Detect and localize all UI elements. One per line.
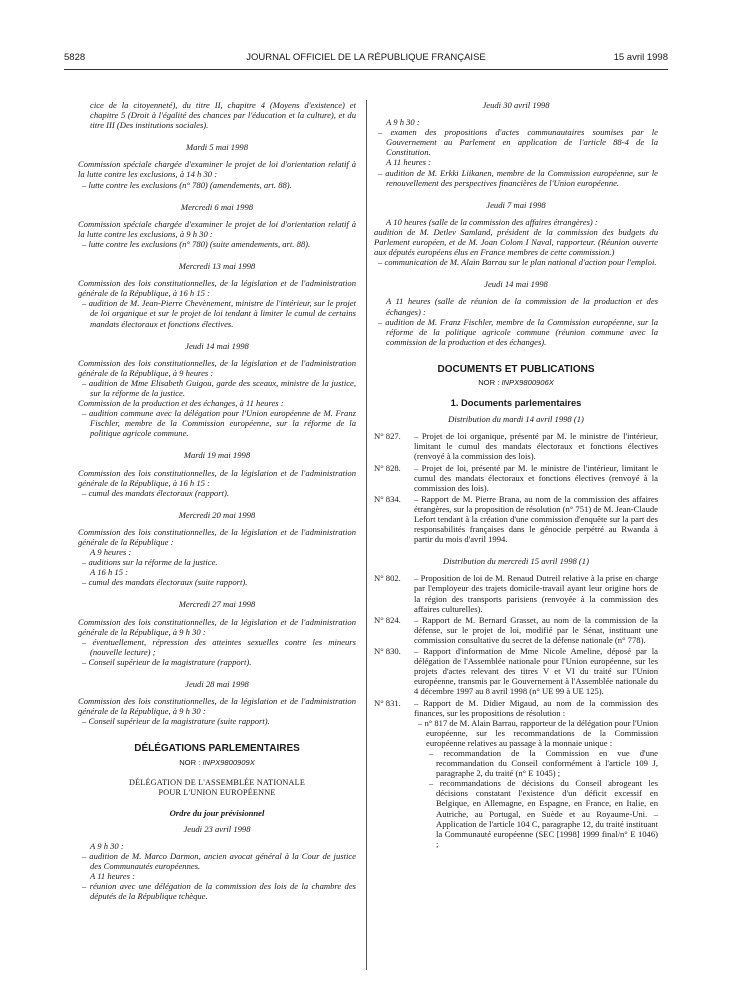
- issue-date: 15 avril 1998: [613, 52, 668, 63]
- agenda-item: – lutte contre les exclusions (n° 780) (amendements, art. 88).: [82, 179, 292, 190]
- document-entry: [374, 698, 658, 849]
- document-number: N° 827.: [374, 431, 401, 442]
- document-number: N° 828.: [374, 462, 401, 473]
- document-text: – Rapport de M. Didier Migaud, au nom de la commission des finances, sur les propositions de résolution : – n° 817 de M. Alain Barrau, rapporteur de la délégation pour l'Union européenne, sur les recommandations de la Commission européenne relatives au passage à la monnaie unique : – recommandation de la Commission en vue d'une recommandation du Conseil conformément à l'article 109 J, paragraphe 2, du traité (n° E 1045) ; – recommandations de décisions du Conseil abrogeant les décisions constatant l'existence d'un déficit excessif en Belgique, en Allemagne, en Espagne, en France, en Italie, en Autriche, au Portugal, en Suède et au Royaume-Uni. – Application de l'article 104 C, paragraphe 12, du traité instituant la Communauté européenne (SEC [1998] 1999 final/n° E 1046) ;: [414, 697, 658, 849]
- distribution-heading: Distribution du mercredi 15 avril 1998 (1): [443, 556, 589, 567]
- agenda-item: – audition de M. Franz Fischler, membre de la Commission européenne, sur la réforme de la politique agricole commune (réunion commune avec la commission de la production et des échanges).: [378, 316, 658, 347]
- agenda-item: – lutte contre les exclusions (n° 780) (suite amendements, art. 88).: [82, 238, 311, 249]
- agenda-item: – audition commune avec la délégation pour l'Union européenne de M. Franz Fischler, membre de la Commission européenne, sur la réforme de la politique agricole commune.: [82, 408, 356, 439]
- sub-item: – recommandations de décisions du Conseil abrogeant les décisions constatant l'existence d'un déficit excessif en Belgique, en Allemagne, en Espagne, en France, en Italie, en Autriche, au Portugal, en Suède et au Royaume-Uni. – Application de l'article 104 C, paragraphe 12, du traité instituant la Communauté européenne (SEC [1998] 1999 final/n° E 1046) ;: [429, 778, 658, 849]
- commission-line: Commission des lois constitutionnelles, de la législation et de l'administration générale de la République, à 16 h 15 :: [78, 467, 356, 488]
- document-entry: [374, 463, 658, 493]
- nor-reference: NOR : INPX9800909X: [179, 757, 255, 767]
- agenda-item: – audition de Mme Elisabeth Guigou, garde des sceaux, ministre de la justice, sur la réforme de la justice.: [82, 377, 356, 398]
- document-entry: [374, 494, 658, 544]
- document-text: – Rapport de M. Pierre Brana, au nom de la commission des affaires étrangères, sur la proposition de résolution (n° 751) de M. Jean-Claude Lefort tendant à la création d'une commission d'enquête sur la part des responsabilités françaises dans le génocide perpétré au Rwanda à partir du mois d'avril 1994.: [414, 493, 658, 545]
- date-heading: Mercredi 27 mai 1998: [178, 599, 256, 610]
- column-divider: [366, 100, 367, 970]
- running-head: [64, 50, 668, 66]
- document-text: – Rapport d'information de Mme Nicole Ameline, déposé par la délégation de l'Assemblée nationale pour l'Union européenne, sur les projets d'actes relevant des titres V et VI du traité sur l'Union européenne, transmis par le Gouvernement à l'Assemblée nationale du 4 décembre 1997 au 8 avril 1998 (n° UE 99 à UE 125).: [414, 646, 658, 697]
- section-title: DÉLÉGATIONS PARLEMENTAIRES: [134, 743, 300, 755]
- document-text: – Proposition de loi de M. Renaud Dutreil relative à la prise en charge par l'employeur des trajets domicile-travail ayant leur origine hors de la région des transports parisiens (renvoyée à la commission des affaires culturelles).: [414, 573, 658, 614]
- document-entry: [374, 573, 658, 613]
- date-heading: Jeudi 7 mai 1998: [486, 199, 546, 210]
- time-line: A 9 heures :: [90, 547, 132, 558]
- page-number: 5828: [64, 52, 86, 63]
- header-rule: [64, 69, 668, 70]
- time-line: A 9 h 30 :: [90, 840, 124, 851]
- document-number: N° 830.: [374, 646, 401, 657]
- date-heading: Mercredi 13 mai 1998: [178, 261, 256, 272]
- document-entry: [374, 646, 658, 696]
- commission-line: Commission des lois constitutionnelles, de la législation et de l'administration générale de la République, à 9 h 30 :: [78, 616, 356, 637]
- commission-line: Commission des lois constitutionnelles, de la législation et de l'administration générale de la République, à 9 heures :: [78, 357, 356, 378]
- time-line: A 11 heures :: [90, 871, 135, 882]
- agenda-item: – cumul des mandats électoraux (rapport).: [82, 487, 230, 498]
- document-entry: [374, 615, 658, 645]
- journal-title: JOURNAL OFFICIEL DE LA RÉPUBLIQUE FRANÇAISE: [246, 52, 486, 63]
- time-line: A 10 heures (salle de la commission des affaires étrangères) :: [386, 216, 598, 227]
- date-heading: Mardi 5 mai 1998: [186, 142, 248, 153]
- date-heading: Jeudi 14 mai 1998: [484, 279, 548, 290]
- left-column: [78, 100, 356, 902]
- date-heading: Mercredi 6 mai 1998: [180, 201, 254, 212]
- date-heading: Mardi 19 mai 1998: [183, 450, 251, 461]
- date-heading: Jeudi 23 avril 1998: [183, 823, 251, 834]
- document-number: N° 834.: [374, 493, 401, 504]
- document-text: – Rapport de M. Bernard Grasset, au nom de la commission de la défense, sur le projet de loi, modifié par le Sénat, instituant une commission consultative du secret de la défense nationale (n° 778).: [414, 614, 658, 645]
- commission-line: Commission spéciale chargée d'examiner le projet de loi d'orientation relatif à la lutte contre les exclusions, à 14 h 30 :: [78, 159, 356, 180]
- date-heading: Jeudi 30 avril 1998: [482, 100, 550, 110]
- document-text: – Projet de loi, présenté par M. le ministre de l'intérieur, limitant le cumul des mandats électoraux et fonctions électives (renvoyé à la commission des lois).: [414, 462, 658, 493]
- date-heading: Jeudi 14 mai 1998: [185, 340, 249, 351]
- date-heading: Jeudi 28 mai 1998: [185, 679, 249, 690]
- agenda-item: – audition de M. Marco Darmon, ancien avocat général à la Cour de justice des Communautés européennes.: [82, 851, 356, 872]
- date-heading: Mercredi 20 mai 1998: [178, 509, 256, 520]
- section-title: DOCUMENTS ET PUBLICATIONS: [437, 363, 595, 375]
- commission-line: Commission de la production et des échanges, à 11 heures :: [78, 398, 284, 409]
- commission-line: Commission des lois constitutionnelles, de la législation et de l'administration générale de la République :: [78, 526, 356, 547]
- document-number: N° 824.: [374, 614, 401, 625]
- right-column: [374, 100, 658, 850]
- agenda-item: audition de M. Detlev Samland, président de la commission des budgets du Parlement européen, et de M. Joan Colom I Naval, rapporteur. (Réunion ouverte aux députés européens élus en France membres de cette commission.): [374, 226, 658, 258]
- agenda-item: – cumul des mandats électoraux (suite rapport).: [82, 577, 248, 588]
- commission-line: Commission des lois constitutionnelles, de la législation et de l'administration générale de la République, à 9 h 30 :: [78, 696, 356, 717]
- agenda-item: – audition de M. Erkki Liikanen, membre de la Commission européenne, sur le renouvellement des perspectives financières de l'Union européenne.: [378, 167, 658, 188]
- agenda-title: Ordre du jour prévisionnel: [169, 807, 265, 818]
- agenda-item: – examen des propositions d'actes communautaires soumises par le Gouvernement au Parlement en application de l'article 88-4 de la Constitution.: [378, 127, 658, 158]
- time-line: A 16 h 15 :: [90, 567, 129, 578]
- agenda-item: – réunion avec une délégation de la commission des lois de la chambre des députés de la République tchèque.: [82, 881, 356, 902]
- agenda-item: – audition de M. Jean-Pierre Chevènement, ministre de l'intérieur, sur le projet de loi organique et sur le projet de loi tendant à limiter le cumul de certains mandats électoraux et fonctions électives.: [82, 298, 356, 329]
- commission-line: Commission des lois constitutionnelles, de la législation et de l'administration générale de la République, à 16 h 15 :: [78, 278, 356, 299]
- time-line: A 9 h 30 :: [386, 117, 420, 128]
- agenda-item: – communication de M. Alain Barrau sur le plan national d'action pour l'emploi.: [378, 257, 657, 268]
- time-line: A 11 heures (salle de réunion de la commission de la production et des échanges) :: [386, 296, 658, 317]
- agenda-item: – Conseil supérieur de la magistrature (suite rapport).: [82, 716, 270, 727]
- document-number: N° 831.: [374, 697, 401, 708]
- commission-line: Commission spéciale chargée d'examiner le projet de loi d'orientation relatif à la lutte contre les exclusions, à 9 h 30 :: [78, 218, 356, 239]
- document-text: – Projet de loi organique, présenté par M. le ministre de l'intérieur, limitant le cumul des mandats électoraux et fonctions électives (renvoyé à la commission des lois).: [414, 431, 658, 462]
- agenda-item: – auditions sur la réforme de la justice.: [82, 557, 218, 568]
- subsection-title: 1. Documents parlementaires: [450, 397, 582, 409]
- intro-paragraph: cice de la citoyenneté), du titre II, chapitre 4 (Moyens d'existence) et chapitre 5 (Droit à l'égalité des chances par l'éducation et la culture), et du titre III (Des institutions sociales).: [90, 100, 356, 131]
- document-number: N° 802.: [374, 573, 401, 584]
- distribution-heading: Distribution du mardi 14 avril 1998 (1): [448, 414, 584, 425]
- nor-reference: NOR : INPX9800906X: [478, 377, 554, 387]
- delegation-name: POUR L'UNION EUROPÉENNE: [158, 787, 276, 797]
- agenda-item: – éventuellement, répression des atteintes sexuelles contre les mineurs (nouvelle lecture) ;: [82, 636, 356, 657]
- sub-item: – n° 817 de M. Alain Barrau, rapporteur de la délégation pour l'Union européenne, sur les recommandations de la Commission européenne relatives au passage à la monnaie unique :: [418, 717, 658, 748]
- time-line: A 11 heures :: [386, 157, 431, 168]
- agenda-item: – Conseil supérieur de la magistrature (rapport).: [82, 656, 252, 667]
- sub-item: – recommandation de la Commission en vue d'une recommandation du Conseil conformément à l'article 109 J, paragraphe 2, du traité (n° E 1045) ;: [429, 747, 658, 779]
- document-entry: [374, 431, 658, 461]
- delegation-name: DÉLÉGATION DE L'ASSEMBLÉE NATIONALE: [128, 777, 306, 787]
